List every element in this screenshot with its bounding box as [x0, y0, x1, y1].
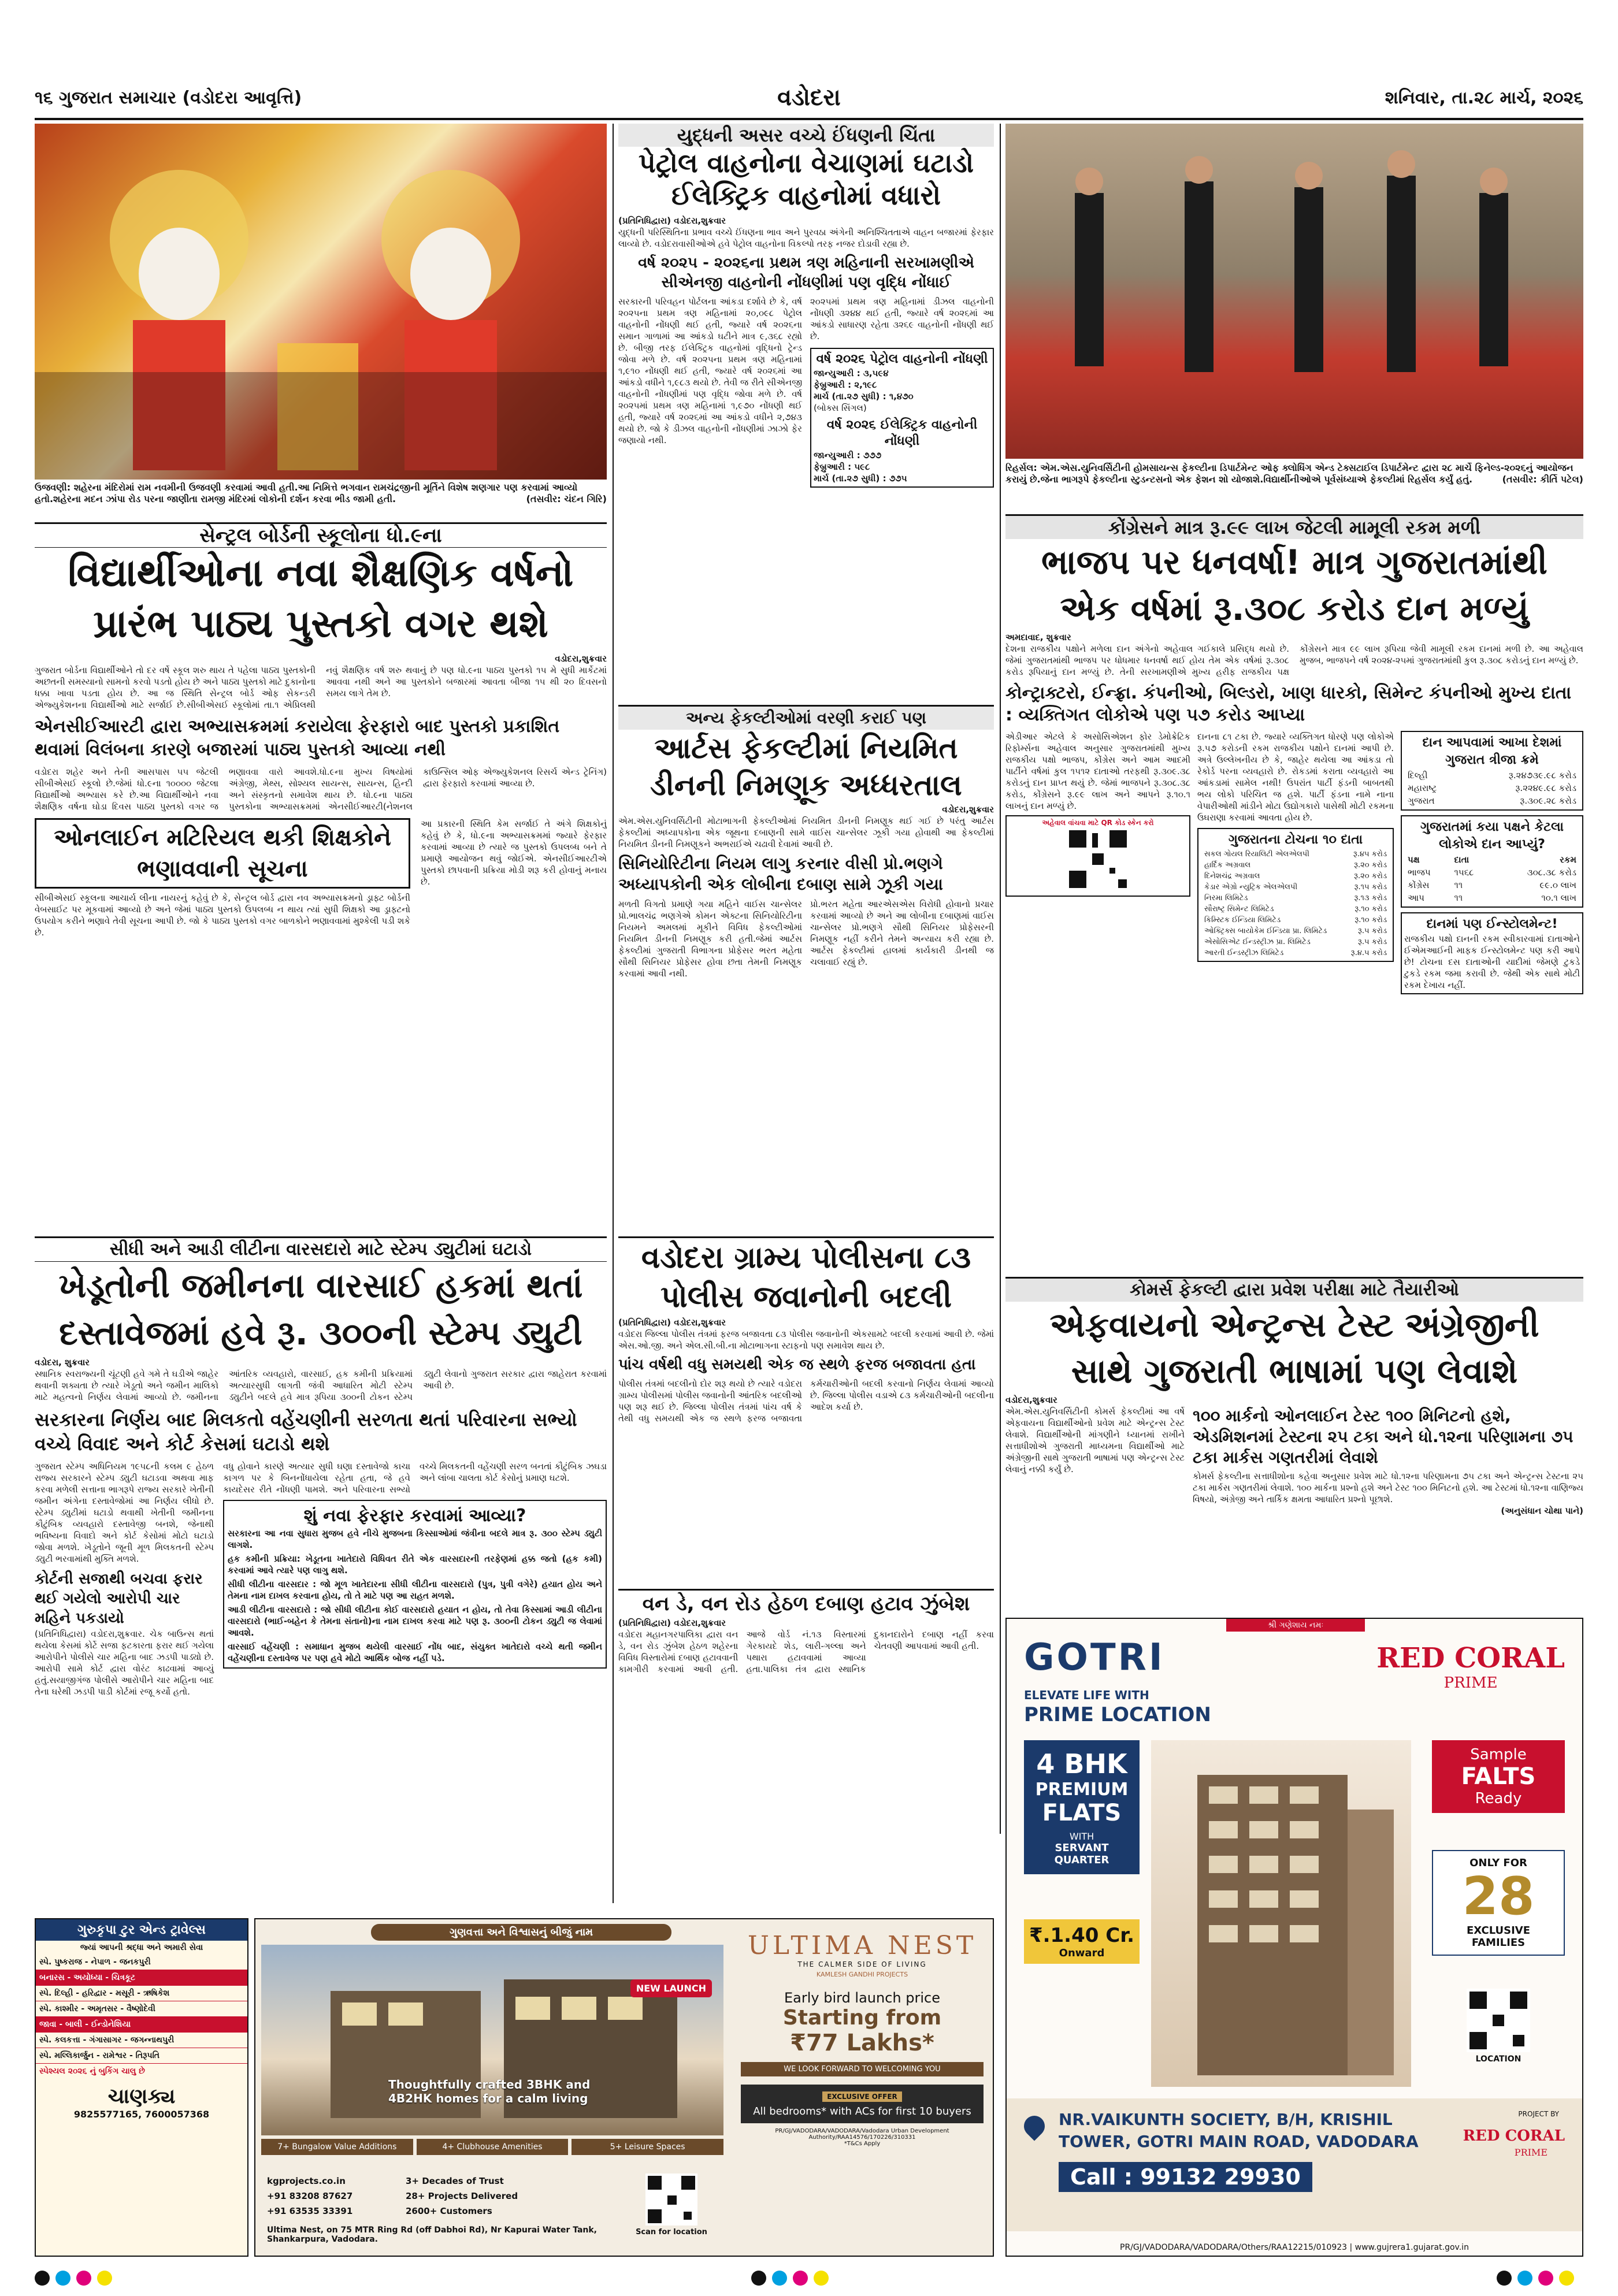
qr-code-icon — [1066, 827, 1130, 891]
family-count: 28 — [1462, 1866, 1535, 1927]
table-header: પક્ષ દાતા રકમ — [1408, 855, 1576, 865]
states-table — [1404, 769, 1580, 807]
scan-label: Scan for location — [636, 2228, 707, 2236]
registration-marks-right — [1497, 2271, 1574, 2286]
registration-dot — [1517, 2271, 1532, 2286]
only-for: ONLY FOR — [1469, 1857, 1527, 1869]
gotri-tagline-1: ELEVATE LIFE WITH — [1024, 1688, 1149, 1702]
gotri-topnote: શ્રી ગણેશાય નમઃ — [1226, 1619, 1365, 1632]
stamp-box-item: સરકારના આ નવા સુધારા મુજબ હવે નીચે મુજબના કિસ્સાઓમાં જંત્રીના બદલે માત્ર રૂ. ૩૦૦ સ્ટેમ્પ ડ્યુટી લાગશે. — [228, 1528, 602, 1550]
travels-row: સ્પે. મલ્લિકાર્જુન - રામેશ્વર - તિરૂપતિ — [36, 2048, 247, 2064]
table-row: સકલ ગોયલ રિયાલિટી એલએલપી રૂ.૪૫ કરોડ — [1204, 850, 1387, 859]
bjp-dateline: અમદાવાદ, શુક્રવાર — [1005, 632, 1071, 642]
cbse-headline-2: પ્રારંભ પાઠ્ય પુસ્તકો વગર થશે — [93, 601, 548, 646]
bjp-headline-1: ભાજપ પર ધનવર્ષા! માત્ર ગુજરાતમાંથી — [1041, 543, 1548, 582]
tower-illustration — [1151, 1740, 1411, 2087]
feature-chip: 4+ Clubhouse Amenities — [417, 2139, 569, 2155]
offer-badge: EXCLUSIVE OFFER — [822, 2091, 902, 2102]
ultima-tc: *T&Cs Apply — [844, 2141, 881, 2147]
petrol-row: માર્ચ (તા.૨૭ સુધી) : ૧,૪૭૦ — [814, 391, 914, 402]
table-row: કેડાર એગ્રો ન્યુટ્રિક એલએલપી રૂ.૧૫ કરોડ — [1204, 883, 1387, 891]
bhk-premium: PREMIUM — [1035, 1779, 1129, 1800]
fuel-headline-2: ઈલેક્ટ્રિક વાહનોમાં વધારો — [671, 180, 941, 211]
sample-2: FALTS — [1461, 1763, 1536, 1790]
gotri-rera: PR/GJ/VADODARA/VADODARA/Others/RAA12215/010923 | www.gujrera1.gujarat.gov.in — [1120, 2243, 1469, 2252]
building-illustration — [261, 1945, 723, 2135]
commerce-kicker: કોમર્સ ફેકલ્ટી દ્વારા પ્રવેશ પરીક્ષા માટે તૈયારીઓ — [1005, 1277, 1583, 1302]
arts-subhead: સિનિયોરિટીના નિયમ લાગુ કરનાર વીસી પ્રો.ભણગે અધ્યાપકોની એક લોબીના દબાણ સામે ઝૂકી ગયા — [618, 854, 943, 894]
travels-name: ચાણક્ય — [107, 2085, 176, 2108]
travels-row: સ્પે. કાશ્મીર - અમૃતસર - વૈષ્ણોદેવી — [36, 2001, 247, 2017]
states-title: દાન આપવામાં આખા દેશમાં ગુજરાત ત્રીજા ક્રમે — [1422, 735, 1562, 767]
project-by: PROJECT BY — [1518, 2110, 1559, 2118]
arts-headline-1: આર્ટસ ફેકલ્ટીમાં નિયમિત — [654, 731, 958, 765]
stamp-box-item: વારસાઈ વહેંચણી : સમાધાન મુજબ થયેલી વારસાઈ નોંધ બાદ, સંયુક્ત ખાતેદારો વચ્ચે થતી જમીન વહેંચણીના દસ્તાવેજ પર પણ હવે મોટો આર્થિક બોજ નહીં પડે. — [228, 1641, 602, 1663]
gotri-address-2: TOWER, GOTRI MAIN ROAD, VADODARA — [1059, 2132, 1419, 2151]
registration-dot — [35, 2271, 50, 2286]
bjp-text-3: દાનના ૮૧ ટકા છે. જ્યારે વ્યક્તિગત ધોરણે પણ લોકોએ રૂ.૫૭ કરોડની રકમ રાજકીય પક્ષોને દાનમાં આપી છે. અત્રે ઉલ્લેખનીય છે કે, જાહેર થયેલા આ આંકડા તો રેકોર્ડ પરના વ્યવહારો છે. રોકડમાં કરાતા વ્યવહારો આ આંકડામાં સામેલ નથી! ઉપરાંત પાર્ટી ફંડની બાબતથી ભય લોકો પરિચિત જ હશે. પાર્ટી ફંડના નામે નાના વેપારીઓથી માંડીને મોટા ઉદ્યોગકારો પાસેથી મોટી રકમના ઉઘરાણા કરવામાં આવતા હોય છે. — [1197, 731, 1394, 823]
commerce-story — [1005, 1277, 1583, 1612]
offer-box — [741, 2085, 984, 2123]
table-row: સૌરાષ્ટ્ર સિમેન્ટ લિમિટેડ રૂ.૧૦ કરોડ — [1204, 905, 1387, 913]
new-launch-badge: NEW LAUNCH — [630, 1979, 712, 1997]
police-text-2: પોલીસ તંત્રમાં બદલીનો દોર શરૂ થયો છે ત્યારે વડોદરા ગ્રામ્ય પોલીસમાં પોલીસ જવાનોની આંતરિક બદલીઓ પણ શરૂ થઈ છે. જિલ્લા પોલીસ તંત્રમાં પાંચ વર્ષ કે તેથી વધુ સમયથી એક જ સ્થળે ફરજ બજાવતા કર્મચારીઓની બદલી કરવાનો નિર્ણય લેવામાં આવ્યો છે. જિલ્લા પોલીસ વડાએ ૮૩ કર્મચારીઓની બદલીના આદેશ કર્યા છે. — [618, 1379, 994, 1424]
travels-line: જ્યાં આપની શ્રદ્ધા અને અમારી સેવા — [80, 1943, 203, 1952]
bjp-headline-2: એક વર્ષમાં રૂ.૩૦૮ કરોડ દાન મળ્યું — [1060, 589, 1529, 628]
cbse-kicker: સેન્ટ્રલ બોર્ડની સ્કૂલોના ધો.૯ના — [35, 522, 607, 548]
cbse-text-3: સીબીએસઈ સ્કૂલના આચાર્ય લીના નાયરનું કહેવું છે કે, સેન્ટ્રલ બોર્ડ દ્વારા નવ અભ્યાસક્રમનો ડ્રાફ્ટ બોર્ડની વેબસાઈટ પર મૂકવામાં આવ્યો છે અને જેમાં પાઠ્ય પુસ્તકો ઉપલબ્ધ ન થાય ત્યાં સુધી શિક્ષકો આ ડ્રાફ્ટનો ઉપયોગ કરીને ભણાવે તેવી સૂચના આપી છે. જો કે પાઠ્ય પુસ્તકો વગર બાળકોને ભણાવવામાં મુશ્કેલી પડી શકે છે. — [35, 893, 410, 938]
offer-text: All bedrooms* with ACs for first 10 buyers — [753, 2105, 971, 2117]
price-value: ₹77 Lakhs* — [790, 2030, 934, 2056]
ev-row: માર્ચ (તા.૨૭ સુધી) : ૭૭૫ — [814, 473, 907, 484]
stamp-text-1: સ્થાનિક સ્વરાજ્યની ચૂંટણી હવે ગમે તે ઘડીએ જાહેર થવાની શક્યતા છે ત્યારે ખેડૂતો અને જમીન માલિકો માટે મહત્વનો નિર્ણય લેવામાં આવ્યો છે. જમીનના આંતરિક વ્યવહારો, વારસાઈ, હક કમીની પ્રક્રિયામાં અત્યારસુધી લાગતી જંત્રી આધારિત મોટી સ્ટેમ્પ ડ્યુટીને બદલે હવે માત્ર રૂપિયા ૩૦૦ની ટોકન સ્ટેમ્પ ડ્યુટી લેવાનો ગુજરાત સરકાર દ્વારા જાહેરાત કરવામાં આવી છે. — [35, 1369, 607, 1402]
ultima-brand: ULTIMA NEST — [747, 1931, 977, 1960]
models-illustration — [1005, 124, 1583, 459]
police-subhead: પાંચ વર્ષથી વધુ સમયથી એક જ સ્થળે ફરજ બજાવતા હતા — [618, 1356, 976, 1373]
arts-story — [618, 705, 994, 1236]
stamp-subhead: સરકારના નિર્ણય બાદ મિલકતો વહેંચણીની સરળતા થતાં પરિવારના સભ્યો વચ્ચે વિવાદ અને કોર્ટ કેસમાં ઘટાડો થશે — [35, 1409, 577, 1455]
map-pin-icon — [1020, 2112, 1049, 2141]
welcome-strip: WE LOOK FORWARD TO WELCOMING YOU — [741, 2062, 984, 2076]
fuel-headline-1: પેટ્રોલ વાહનોના વેચાણમાં ઘટાડો — [638, 147, 974, 179]
states-box — [1401, 731, 1583, 811]
column-rule — [1000, 124, 1001, 1834]
stamp-dateline: વડોદરા, શુક્રવાર — [35, 1357, 90, 1368]
party-box — [1401, 815, 1583, 908]
tower-render — [1151, 1740, 1411, 2087]
bhk-flats: FLATS — [1042, 1800, 1122, 1826]
price-value: ₹.1.40 Cr. — [1029, 1924, 1135, 1947]
party-title: ગુજરાતમાં કયા પક્ષને કેટલા લોકોએ દાન આપ્યું? — [1420, 820, 1564, 852]
stamp-headline-2: દસ્તાવેજમાં હવે રૂ. ૩૦૦ની સ્ટેમ્પ ડ્યુટી — [59, 1313, 582, 1353]
stamp-kicker: સીધી અને આડી લીટીના વારસદારો માટે સ્ટેમ્પ ડ્યુટીમાં ઘટાડો — [35, 1236, 607, 1262]
travels-brand: ગુરુકૃપા ટુર એન્ડ ટ્રાવેલ્સ — [36, 1919, 247, 1941]
stamp-box-item: આડી લીટીના વારસદારો : જો સીધી લીટીના કોઈ વારસદારો હયાત ન હોય, તો તેવા કિસ્સામાં આડી લીટીના વારસદારો (ભાઈ-બહેન કે તેમના સંતાનો)ના નામ દાખલ કરવા માટે પણ રૂ. ૩૦૦ની ટોકન ડ્યુટી જ લેવામાં આવશે. — [228, 1604, 602, 1638]
price-onward: Onward — [1059, 1947, 1105, 1959]
installment-text: રાજકીય પક્ષો દાનની રકમ સ્વીકારવામાં દાતાઓને ઈએમઆઈની માફક ઈન્સ્ટોલમેન્ટ પણ કરી આપે છે! ટોચના દસ દાતાઓની યાદીમાં જેમણે ટુકડે ટુકડે રકમ જમા કરાવી છે. જેથી એક સાથે મોટી રકમ દેખાય નહીં. — [1404, 934, 1580, 990]
travels-phone: 9825577165, 7600057368 — [73, 2109, 210, 2120]
gotri-ad[interactable] — [1005, 1618, 1583, 2257]
table-row: એસોસિએટ ઈન્ડસ્ટ્રીઝ પ્રા. લિમિટેડ રૂ.૫ કરોડ — [1204, 938, 1387, 946]
commerce-headline-2: સાથે ગુજરાતી ભાષામાં પણ લેવાશે — [1071, 1351, 1518, 1391]
fashion-show-photo — [1005, 124, 1583, 459]
feature-chip: 5+ Leisure Spaces — [572, 2139, 723, 2155]
table-row: નિરમા લિમિટેડ રૂ.૧૩ કરોડ — [1204, 894, 1387, 902]
table-row: કોંગ્રેસ ૧૧ ૯૯.૦ લાખ — [1408, 880, 1576, 890]
registration-dot — [751, 2271, 766, 2286]
travels-row: સ્પે. પુષ્કરાજ - નેપાળ - જનકપુરી — [36, 1955, 247, 1970]
ultima-render — [261, 1945, 723, 2135]
qr-code-icon — [645, 2174, 697, 2226]
red-coral-logo — [1376, 1642, 1565, 1692]
fashion-caption: રિહર્સલ: એમ.એસ.યુનિવર્સિટીની હોમસાયન્સ ફેકલ્ટીના ડિપાર્ટમેન્ટ ઓફ ક્લોધિંગ એન્ડ ટેક્સટાઈલ ડિપાર્ટમેન્ટ દ્વારા ૨૮ માર્ચે ફિનેલ્ડ-૨૦૨૬નું આયોજન કરાયું છે.જેના ભાગરૂપે ફેકલ્ટીના સ્ટુડન્ટસનો એક ફેશન શો યોજાશે.વિદ્યાર્થીનીઓએ પૂર્વસંધ્યાએ ફેકલ્ટીમાં રિહર્સલ કર્યું હતું. (તસવીર: કીર્તિ પટેલ) — [1005, 462, 1583, 485]
ram-navami-photo — [35, 124, 607, 480]
cbse-headline-1: વિદ્યાર્થીઓના નવા શૈક્ષણિક વર્ષનો — [68, 551, 574, 595]
cbse-subhead-2: ઓનલાઈન મટિરિયલ થકી શિક્ષકોને ભણાવવાની સૂચના — [35, 818, 410, 889]
commerce-dateline: વડોદરા,શુક્રવાર — [1005, 1395, 1057, 1405]
ultima-website[interactable]: kgprojects.co.in — [267, 2176, 346, 2186]
bjp-kicker: કોંગ્રેસને માત્ર રૂ.૯૯ લાખ જેટલી મામૂલી રકમ મળી — [1005, 514, 1583, 539]
red-coral-name: RED CORAL — [1376, 1642, 1565, 1674]
cbse-story — [35, 522, 607, 1233]
stamp-box-item: હક કમીની પ્રક્રિયા: ખેડૂતના ખાતેદારો વિધિવત રીતે એક વારસદારની તરફેણમાં હક્ક જતો (હક કમી) કરવામાં આવે ત્યારે પણ લાગુ થશે. — [228, 1554, 602, 1576]
petrol-box — [810, 348, 994, 488]
ultima-phone-2[interactable]: +91 63535 33391 — [267, 2206, 353, 2216]
court-subhead: કોર્ટની સજાથી બચવા ફરાર થઈ ગયેલો આરોપી ચાર મહિને પકડાયો — [35, 1570, 203, 1627]
stamp-box — [223, 1500, 607, 1669]
bjp-subhead: કોન્ટ્રાક્ટરો, ઈન્ફ્રા. કંપનીઓ, બિલ્ડરો, ખાણ ધારકો, સિમેન્ટ કંપનીઓ મુખ્ય દાતા : વ્યક્તિગત લોકોએ પણ ૫૭ કરોડ આપ્યા — [1005, 683, 1572, 725]
travels-row: સ્પે. દિલ્હી - હરિદ્વાર - મસૂરી - ઋષિકેશ — [36, 1986, 247, 2001]
commerce-text-1: એમ.એસ.યુનિવર્સિટીની કોમર્સ ફેકલ્ટીમાં આ વર્ષે એફવાયના વિદ્યાર્થીઓનો પ્રવેશ માટે એન્ટ્રન્સ ટેસ્ટ લેવાશે. વિદ્યાર્થીઓની માંગણીને ધ્યાનમાં રાખીને સત્તાધીશોએ ગુજરાતી માધ્યમના વિદ્યાર્થીઓ માટે અંગ્રેજીની સાથે ગુજરાતી ભાષામાં પણ એન્ટ્રન્સ ટેસ્ટ લેવાનું નક્કી કર્યું છે. — [1005, 1406, 1185, 1474]
cbse-text-4: આ પ્રકારની સ્થિતિ કેમ સર્જાઈ તે અંગે શિક્ષકોનું કહેવું છે કે, ધો.૯ના અભ્યાસક્રમમાં જ્યારે ફેરફાર કરવામાં આવ્યા છે ત્યારે જ પુસ્તકો ઉપલબ્ધ બને તે પ્રમાણે આયોજન થવું જોઈએ. એનસીઈઆરટીએ પુસ્તકો છાપવાની પ્રક્રિયા મોડી શરૂ કરી હોવાનું મનાય છે. — [421, 819, 607, 887]
petrol-box-note: (બોક્સ સિંગલ) — [814, 403, 867, 413]
stamp-text-3: વધુ હોવાને કારણે અત્યાર સુધી ઘણા દસ્તાવેજો કાચા કાગળ પર કે બિનનોંધાયેલા રહેતા હતા, જે હવે કાયદેસર રીતે નોંધણી પામશે. અને પરિવારના સભ્યો વચ્ચે મિલકતની વહેંચણી સરળ બનતાં કૌટુંબિક ઝઘડા અને લાંબા ચાલતા કોર્ટ કેસોનું પ્રમાણ ઘટશે. — [223, 1461, 607, 1495]
gotri-call[interactable]: Call : 99132 29930 — [1059, 2162, 1312, 2192]
table-row: દિનેશચંદ્ર અગ્રવાલ રૂ.૨૦ કરોડ — [1204, 872, 1387, 880]
table-row: દિલ્હી રૂ.૨૪૭૩૯.૯૮ કરોડ — [1408, 770, 1576, 781]
petrol-box-title: વર્ષ ૨૦૨૬ પેટ્રોલ વાહનોની નોંધણી — [816, 352, 988, 366]
ultima-phone-1[interactable]: +91 83208 87627 — [267, 2191, 353, 2201]
bhk-label: 4 BHK — [1036, 1748, 1127, 1779]
registration-dot — [772, 2271, 787, 2286]
project-by-logo: RED CORAL — [1463, 2127, 1565, 2145]
commerce-continued: (અનુસંધાન ચોથા પાને) — [1501, 1506, 1583, 1516]
party-table — [1404, 853, 1580, 904]
table-row: ગુજરાત રૂ.૩૦૯.૨૮ કરોડ — [1408, 796, 1576, 806]
ultima-address: Ultima Nest, on 75 MTR Ring Rd (off Dabhoi Rd), Nr Kapurai Water Tank, Shankarpura, Vadodara. — [267, 2226, 597, 2244]
bjp-story — [1005, 514, 1583, 1277]
masthead — [35, 82, 1583, 117]
registration-dot — [1497, 2271, 1512, 2286]
travels-row: બનારસ - અયોધ્યા - ચિત્રકૂટ — [36, 1970, 247, 1986]
encroach-story — [618, 1589, 994, 1831]
bjp-text-2: એડીઆર એટલે કે અસોસિએશન ફોર ડેમોક્રેટિક રિફોર્મ્સના અહેવાલ અનુસાર ગુજરાતમાંથી મુખ્ય રાજકીય પક્ષો ભાજપ, કોંગ્રેસ અને આમ આદમી પાર્ટીને વર્ષમાં કુલ ૧૫૧૨ દાતાઓ તરફથી રૂ.૩૦૯.૩૮ કરોડનું દાન પ્રાપ્ત થયું છે. જેમાં ભાજપને રૂ.૩૦૮.૩૮ કરોડ, કોંગ્રેસને રૂ.૯૯ લાખ અને આપને રૂ.૧૦.૧ લાખનું દાન મળ્યું છે. — [1005, 731, 1190, 811]
gotri-qr[interactable] — [1461, 1989, 1536, 2064]
gotri-price — [1024, 1919, 1140, 1964]
ultima-nest-ad[interactable] — [254, 1918, 994, 2257]
encroach-headline: વન ડે, વન રોડ હેઠળ દબાણ હટાવ ઝુંબેશ — [618, 1589, 994, 1617]
exclusive-box — [1432, 1850, 1565, 1956]
stamp-box-item: સીધી લીટીના વારસદાર : જો મૂળ ખાતેદારના સીધી લીટીના વારસદારો (પુત્ર, પુત્રી વગેરે) હયાત હોય અને તેમના નામ દાખલ કરવાના હોય, તો તે માટે પણ આ રાહત મળશે. — [228, 1579, 602, 1601]
city-name: વડોદરા — [777, 84, 841, 111]
arts-dateline: વડોદરા,શુક્રવાર — [942, 804, 994, 815]
arts-text-3: પ્રો.ભરત મહેતા આરએસએસ વિરોધી હોવાનો પ્રચાર કરવામાં આવ્યો છે અને આ લોબીના દબાણમાં વાઈસ ચાન્સેલર પ્રો.ભણગે સૌથી સિનિયર પ્રોફેસરની નિમણૂક નહીં કરીને તેમને અન્યાય કરી રહ્યા છે. આર્ટસ ફેકલ્ટીમાં હાલમાં કાર્યકારી ડીનથી જ ચલાવાઈ રહ્યું છે. — [810, 899, 994, 967]
arts-kicker: અન્ય ફેકલ્ટીઓમાં વરણી કરાઈ પણ — [618, 705, 994, 730]
deity-illustration — [35, 124, 607, 480]
ultima-rera: PR/GJ/VADODARA/VADODARA/Vadodara Urban Development Authority/RAA14576/170226/310331 — [775, 2128, 949, 2141]
commerce-text-2: કોમર્સ ફેકલ્ટીના સત્તાધીશોના કહેવા અનુસાર પ્રવેશ માટે ધો.૧૨ના પરિણામના ૭૫ ટકા અને એન્ટ્રન્સ ટેસ્ટના ૨૫ ટકા માર્કસ ગણતરીમાં લેવાશે. ૧૦૦ માર્કના પ્રશ્નો હશે અને ટેસ્ટ ૧૦૦ મિનિટનો હશે. આ ટેસ્ટમાં ધો.૧૨ના વાણિજ્ય વિષયો, અંગ્રેજી અને તાર્કિક ક્ષમતા આધારિત પ્રશ્નો પૂછાશે. — [1193, 1471, 1583, 1504]
petrol-row: ફેબ્રુઆરી : ૨,૧૯૮ — [814, 380, 877, 390]
arts-headline-2: ડીનની નિમણૂક અધ્ધરતાલ — [650, 768, 962, 802]
cbse-dateline: વડોદરા,શુક્રવાર — [555, 653, 607, 664]
travels-row: જાવા - બાલી - ઈન્ડોનેશિયા — [36, 2017, 247, 2033]
registration-dot — [1559, 2271, 1574, 2286]
registration-dot — [793, 2271, 808, 2286]
price-from: Starting from — [782, 2006, 942, 2030]
registration-dot — [1538, 2271, 1553, 2286]
fuel-col-2: ૨૦૨૫માં પ્રથમ ત્રણ મહિનામાં ડીઝલ વાહનોની નોંધણી ૩૨૪૪ થઈ હતી, જ્યારે વર્ષ ૨૦૨૬માં આ આંકડો સાધારણ રહેતા ૩૨૬૯ વાહનોની નોંધણી થઈ છે. — [810, 296, 994, 341]
gotri-address-band — [1007, 2098, 1582, 2231]
ultima-logo — [741, 1931, 984, 2147]
cbse-text-1: ગુજરાત બોર્ડના વિદ્યાર્થીઓને તો દર વર્ષે સ્કૂલ શરુ થાય તે પહેલા પાઠ્ય પુસ્તકોની અછતની સમસ્યાનો સામનો કરવો પડતો હોય છે અને પાઠ્ય પુસ્તકો માટે દુકાનોના ધક્કા ખાવા પડતા હોય છે. આ જ સ્થિતિ સેન્ટ્રલ બોર્ડ ઓફ સેકન્ડરી એજ્યુકેશનના વિદ્યાર્થીઓ માટે સર્જાઈ છે.સીબીએસઈ સ્કૂલોમાં તા.૧ એપ્રિલથી નવું શૈક્ષણિક વર્ષ શરુ થવાનું છે પણ ધો.૯ના પાઠ્ય પુસ્તકો ૧૫ મે સુધી માર્કેટમાં આવવા નથી અને આ પુસ્તકોને બજારમાં આવતા બીજા ૧૫ થી ૨૦ દિવસનો સમય લાગે તેમ છે. — [35, 665, 607, 710]
police-dateline: (પ્રતિનિધિદ્વારા) વડોદરા,શુક્રવાર — [618, 1317, 726, 1328]
table-row: આપ ૧૧ ૧૦.૧ લાખ — [1408, 893, 1576, 903]
top-donors-table — [1201, 849, 1390, 958]
qr-code-icon — [1467, 1989, 1530, 2052]
fuel-kicker: યુદ્ધની અસર વચ્ચે ઈંધણની ચિંતા — [618, 124, 994, 147]
fuel-col-1: સરકારની પરિવહન પોર્ટલના આંકડા દર્શાવે છે કે, વર્ષ ૨૦૨૫ના પ્રથમ ત્રણ મહિનામાં ૨૦,૦૯૮ પેટ્રોલ વાહનોની નોંધણી થઈ હતી, જ્યારે વર્ષ ૨૦૨૬ના સમાન ગાળામાં આ આંકડો ઘટીને માત્ર ૯,૩૬૮ રહ્યો છે. બીજી તરફ ઈલેક્ટ્રિક વાહનોમાં વૃદ્ધિનો ટ્રેન્ડ જોવા મળે છે. વર્ષ ૨૦૨૫ના પ્રથમ ત્રણ મહિનામાં ૧,૯૧૦ નોંધણી થઈ હતી, જ્યારે વર્ષ ૨૦૨૬માં આ આંકડો વધીને ૧,૯૮૩ થયો છે. તેવી જ રીતે સીએનજી વાહનોની નોંધણીમાં પણ વૃદ્ધિ જોવા મળે છે. વર્ષ ૨૦૨૫માં પ્રથમ ત્રણ મહિનામાં ૧,૯૭૦ નોંધણી થઈ હતી, જ્યારે વર્ષ ૨૦૨૬માં આ આંકડો વધીને ૨,૭૪૩ થયો છે. જો કે ડીઝલ વાહનોની નોંધણીમાં ઝાઝો ફેર જણાયો નથી. — [618, 296, 802, 445]
registration-marks-left — [35, 2271, 112, 2286]
qr-label: અહેવાલ વાંચવા માટે QR કોડ સ્કેન કરો — [1042, 819, 1154, 827]
travels-row: સ્પે. કલકત્તા - ગંગાસાગર - જગન્નાથપુરી — [36, 2033, 247, 2048]
registration-dot — [814, 2271, 829, 2286]
police-story — [618, 1236, 994, 1583]
top-donors-title: ગુજરાતના ટોચના ૧૦ દાતા — [1228, 833, 1363, 847]
registration-dot — [55, 2271, 70, 2286]
installment-box — [1401, 912, 1583, 994]
ultima-banner: ગુણવત્તા અને વિશ્વાસનું બીજું નામ — [371, 1924, 671, 1941]
cbse-text-2: વડોદરા શહેર અને તેની આસપાસ ૫૫ જેટલી સીબીએસઈ સ્કૂલો છે.જેમાં ધો.૯ના ૧૦૦૦૦ જેટલા વિદ્યાર્થીઓ અભ્યાસ કરે છે.આ વિદ્યાર્થીઓને નવા શૈક્ષણિક વર્ષના ઘોડા દિવસ પાઠ્ય પુસ્તકો વગર જ ભણાવવા વારો આવશે.ધો.૯ના મુખ્ય વિષયોમાં અંગ્રેજી, મેથ્સ, સોશ્યલ સાયન્સ, સાયન્સ, હિન્દી અને સંસ્કૃતનો સમાવેશ થાય છે. ધો.૯ના પાઠ્ય પુસ્તકોના અભ્યાસક્રમમાં એનસીઈઆરટી(નેશનલ કાઉન્સિલ ઓફ એજ્યુકેશનલ રિસર્ચ એન્ડ ટ્રેનિંગ) દ્વારા ફેરફારો કરવામાં આવ્યા છે. — [35, 767, 607, 812]
sample-1: Sample — [1470, 1746, 1527, 1763]
developer-name: KAMLESH GANDHI PROJECTS — [816, 1971, 908, 1978]
fuel-subhead: વર્ષ ૨૦૨૫ - ૨૦૨૬ના પ્રથમ ત્રણ મહિનાની સરખામણીએ સીએનજી વાહનોની નોંધણીમાં પણ વૃદ્ધિ નોંધાઈ — [638, 254, 974, 291]
fuel-story — [618, 124, 994, 701]
trust-item: 2600+ Customers — [406, 2206, 492, 2216]
registration-dot — [76, 2271, 91, 2286]
ev-row: ફેબ્રુઆરી : ૫૯૮ — [814, 462, 870, 472]
police-text-1: વડોદરા જિલ્લા પોલીસ તંત્રમાં ફરજ બજાવતા ૮૩ પોલીસ જવાનોની એકસામટે બદલી કરવામાં આવી છે. જેમાં એસ.ઓ.જી. અને એલ.સી.બી.ના મોટાભાગના સ્ટાફનો પણ સમાવેશ થાય છે. — [618, 1329, 994, 1351]
commerce-headline-1: એફવાયનો એન્ટ્રન્સ ટેસ્ટ અંગ્રેજીની — [1049, 1305, 1539, 1344]
page-folio: ૧૬ ગુજરાત સમાચાર (વડોદરા આવૃત્તિ) — [35, 88, 302, 108]
fuel-intro: યુદ્ધની પરિસ્થિતિના પ્રભાવ વચ્ચે ઈંધણના ભાવ અને પુરવઠા અંગેની અનિશ્ચિતતાએ વાહન બજારમાં ફેરફાર લાવ્યો છે. વડોદરાવાસીઓએ હવે પેટ્રોલ વાહનોના વિકલ્પો તરફ નજર દોડાવી રહ્યા છે. — [618, 227, 994, 249]
location-label: LOCATION — [1475, 2054, 1521, 2064]
arts-text-2: મળતી વિગતો પ્રમાણે ગયા મહિને વાઈસ ચાન્સેલર પ્રો.ભાલચંદ્ર ભણગેએ કોમન એક્ટના સિનિયોરિટીના નિયમને અમલમાં મૂકીને વિવિધ ફેકલ્ટીઓમાં નિયમિત ડીનની નિમણૂક કરી હતી.જેમાં આર્ટસ ફેકલ્ટીમાં ગુજરાતી વિભાગના પ્રોફેસર ભરત મહેતા સૌથી સિનિયર પ્રોફેસર હોવા છતા તેમની નિમણૂક કરવામાં આવી નથી. — [618, 899, 802, 979]
bjp-qr[interactable] — [1005, 815, 1190, 897]
gotri-tagline-2: PRIME LOCATION — [1024, 1703, 1211, 1726]
travels-ad[interactable] — [35, 1918, 248, 2257]
price-lead: Early bird launch price — [784, 1990, 940, 2006]
gotri-brand: GOTRI — [1024, 1636, 1165, 1679]
petrol-row: જાન્યુઆરી : ૩,૫૯૪ — [814, 368, 889, 378]
table-row: આરતી ઈન્ડસ્ટ્રીઝ લિમિટેડ રૂ.૪.૫ કરોડ — [1204, 949, 1387, 957]
police-headline-1: વડોદરા ગ્રામ્ય પોલીસના ૮૩ — [618, 1236, 994, 1277]
exclusive-label: EXCLUSIVE FAMILIES — [1466, 1925, 1531, 1949]
encroach-text: વડોદરા મહાનગરપાલિકા દ્વારા વન ડે, વન રોડ ઝુંબેશ હેઠળ શહેરના વિવિધ વિસ્તારોમાં દબાણ હટાવવાની કામગીરી કરવામાં આવી હતી. આજે વોર્ડ નં.૧૩ વિસ્તારમાં ગેરકાયદે શેડ, લારી-ગલ્લા અને પથારા હટાવવામાં આવ્યા હતા.પાલિકા તંત્ર દ્વારા સ્થાનિક દુકાનદારોને દબાણ નહીં કરવા ચેતવણી આપવામાં આવી હતી. — [618, 1629, 994, 1674]
court-text: (પ્રતિનિધિદ્વારા) વડોદરા,શુક્રવાર. ચેક બાઉન્સ થતાં થયેલા કેસમાં કોર્ટે સજા ફટકારતા ફરાર થઈ ગયેલા આરોપીને પોલીસે ચાર મહિના બાદ ઝડપી પાડ્યો છે. આરોપી સામે કોર્ટ દ્વારા વોરંટ કાઢવામાં આવ્યું હતું.સયાજીગંજ પોલીસે આરોપીને ચાર મહિના બાદ તેના ઘરેથી ઝડપી પાડી કોર્ટમાં રજૂ કર્યો હતો. — [35, 1629, 214, 1697]
ev-row: જાન્યુઆરી : ૭૭૭ — [814, 450, 882, 460]
masthead-rule — [35, 118, 1583, 120]
sample-3: Ready — [1475, 1790, 1522, 1807]
table-row: હાર્દિક અગ્રવાલ રૂ.૨૦ કરોડ — [1204, 861, 1387, 870]
commerce-subhead: ૧૦૦ માર્કનો ઓનલાઈન ટેસ્ટ ૧૦૦ મિનિટનો હશે, એડમિશનમાં ટેસ્ટના ૨૫ ટકા અને ધો.૧૨ના પરિણામના ૭૫ ટકા માર્કસ ગણતરીમાં લેવાશે — [1193, 1406, 1574, 1467]
police-headline-2: પોલીસ જવાનોની બદલી — [660, 1280, 952, 1314]
cbse-subhead-1: એનસીઈઆરટી દ્વારા અભ્યાસક્રમમાં કરાયેલા ફેરફારો બાદ પુસ્તકો પ્રકાશિત થવામાં વિલંબના કારણે બજારમાં પાઠ્ય પુસ્તકો આવ્યા નથી — [35, 716, 560, 760]
bhk-panel — [1024, 1740, 1140, 1874]
registration-dot — [97, 2271, 112, 2286]
registration-marks-center — [751, 2271, 829, 2286]
stamp-box-title: શું નવા ફેરફાર કરવામાં આવ્યા? — [303, 1506, 526, 1526]
table-row: ઓક્ટ્રિક્સ બાયોકેમ ઈન્ડિયા પ્રા. લિમિટેડ રૂ.૫ કરોડ — [1204, 927, 1387, 935]
table-row: ભાજપ ૧૫૬૮ ૩૦૮.૩૮ કરોડ — [1408, 867, 1576, 878]
stamp-story — [35, 1236, 607, 1907]
table-row: કિમ્સ્ટિક ઈન્ડિયા લિમિટેડ રૂ.૧૦ કરોડ — [1204, 916, 1387, 924]
stamp-text-2: ગુજરાત સ્ટેમ્પ અધિનિયમ ૧૯૫૮ની કલમ ૯ હેઠળ રાજ્ય સરકારને સ્ટેમ્પ ડ્યુટી ઘટાડવા અથવા માફ કરવા મળેલી સત્તાના ભાગરૂપે રાજ્ય સરકારે ખેતીની જમીન અંગેના દસ્તાવેજોમાં આ નિર્ણય લીધો છે. સ્ટેમ્પ ડ્યુટીમાં ઘટાડો થવાથી ખેતીની જમીનના કૌટુંબિક વ્યવહારો દસ્તાવેજી બનશે, જેનાથી ભવિષ્યના વિવાદો અને કોર્ટ કેસોમાં મોટો ઘટાડો જોવા મળશે. ખેડૂતોને જૂની મૂળ મિલકતની સ્ટેમ્પ ડ્યુટી ભરવામાંથી મુક્તિ મળશે. — [35, 1461, 214, 1564]
installment-title: દાનમાં પણ ઈન્સ્ટોલમેન્ટ! — [1426, 917, 1558, 931]
top-donors-box — [1197, 828, 1394, 962]
red-coral-sub: PRIME — [1443, 1674, 1498, 1692]
travels-row: સ્પેશ્યલ ૨૦૨૬ નું બુકિંગ ચાલુ છે — [39, 2067, 145, 2076]
ultima-hero: Thoughtfully crafted 3BHK and 4B2HK homes for a calm living — [388, 2078, 591, 2105]
bhk-servant: SERVANT QUARTER — [1054, 1842, 1109, 1866]
ultima-tagline: THE CALMER SIDE OF LIVING — [797, 1960, 927, 1968]
ram-navami-caption: ઉજવણી: શહેરના મંદિરોમાં રામ નવમીની ઉજવણી કરવામાં આવી હતી.આ નિમિત્તે ભગવાન રામચંદ્રજીની મૂર્તિને વિશેષ શણગાર પણ કરવામાં આવ્યો હતો.શહેરના મદન ઝાંપા રોડ પરના જાણીતા રામજી મંદિરમાં લોકોની દર્શન કરવા ભીડ જામી હતી. (તસવીર: ચંદન ગિરિ) — [35, 482, 607, 504]
fuel-dateline: (પ્રતિનિધિદ્વારા) વડોદરા,શુક્રવાર — [618, 216, 726, 226]
stamp-headline-1: ખેડૂતોની જમીનના વારસાઈ હકમાં થતાં — [58, 1266, 583, 1305]
bjp-text-1: દેશના રાજકીય પક્ષોને મળેલા દાન અંગેનો અહેવાલ ગઈકાલે પ્રસિદ્ધ થયો છે. જેમાં ગુજરાતમાંથી ભાજપ પર ધોધમાર ધનવર્ષા થઈ હોય તેમ એક વર્ષમાં રૂ.૩૦૮ કરોડ રૂપિયાનું દાન મળ્યું છે. તેની સરખામણીએ મુખ્ય હરીફ રાજકીય પક્ષ કોંગ્રેસને માત્ર ૯૯ લાખ રૂપિયા જેવી મામૂલી રકમ દાનમાં મળી છે. આ અહેવાલ મુજબ, ભાજપને વર્ષ ૨૦૨૪-૨૫માં ગુજરાતમાંથી કુલ રૂ.૩૦૮ કરોડનું દાન મળ્યું છે. — [1005, 644, 1583, 677]
trust-item: 28+ Projects Delivered — [406, 2191, 518, 2201]
gotri-address-1: NR.VAIKUNTH SOCIETY, B/H, KRISHIL — [1059, 2110, 1393, 2129]
arts-text-1: એમ.એસ.યુનિવર્સિટીની મોટાભાગની ફેકલ્ટીઓમાં નિયમિત ડીનની નિમણૂક થઈ ગઈ છે પરંતુ આર્ટસ ફેકલ્ટીમાં અધ્યાપકોના એક જૂથના દબાણની સામે વાઈસ ચાન્સેલર ઝૂકી ગયા હોવાથી આ ફેકલ્ટીમાં નિયમિત ડીનની નિમણૂકને અભરાઈએ ચઢાવી દેવામાં આવી છે. — [618, 816, 994, 849]
column-rule — [613, 124, 614, 1903]
trust-item: 3+ Decades of Trust — [406, 2176, 504, 2186]
ev-box-title: વર્ષ ૨૦૨૬ ઈલેક્ટ્રિક વાહનોની નોંધણી — [826, 418, 978, 448]
encroach-dateline: (પ્રતિનિધિદ્વારા) વડોદરા,શુક્રવાર — [618, 1618, 726, 1628]
bhk-with: WITH — [1069, 1831, 1094, 1842]
ultima-qr[interactable] — [631, 2174, 712, 2236]
date-line: શનિવાર, તા.૨૮ માર્ચ, ૨૦૨૬ — [1385, 88, 1583, 108]
project-by-logo-sub: PRIME — [1514, 2147, 1548, 2158]
sample-flats — [1432, 1740, 1565, 1813]
table-row: મહારાષ્ટ્ર રૂ.૨૨૪૯.૯૮ કરોડ — [1408, 783, 1576, 793]
feature-chip: 7+ Bungalow Value Additions — [261, 2139, 413, 2155]
